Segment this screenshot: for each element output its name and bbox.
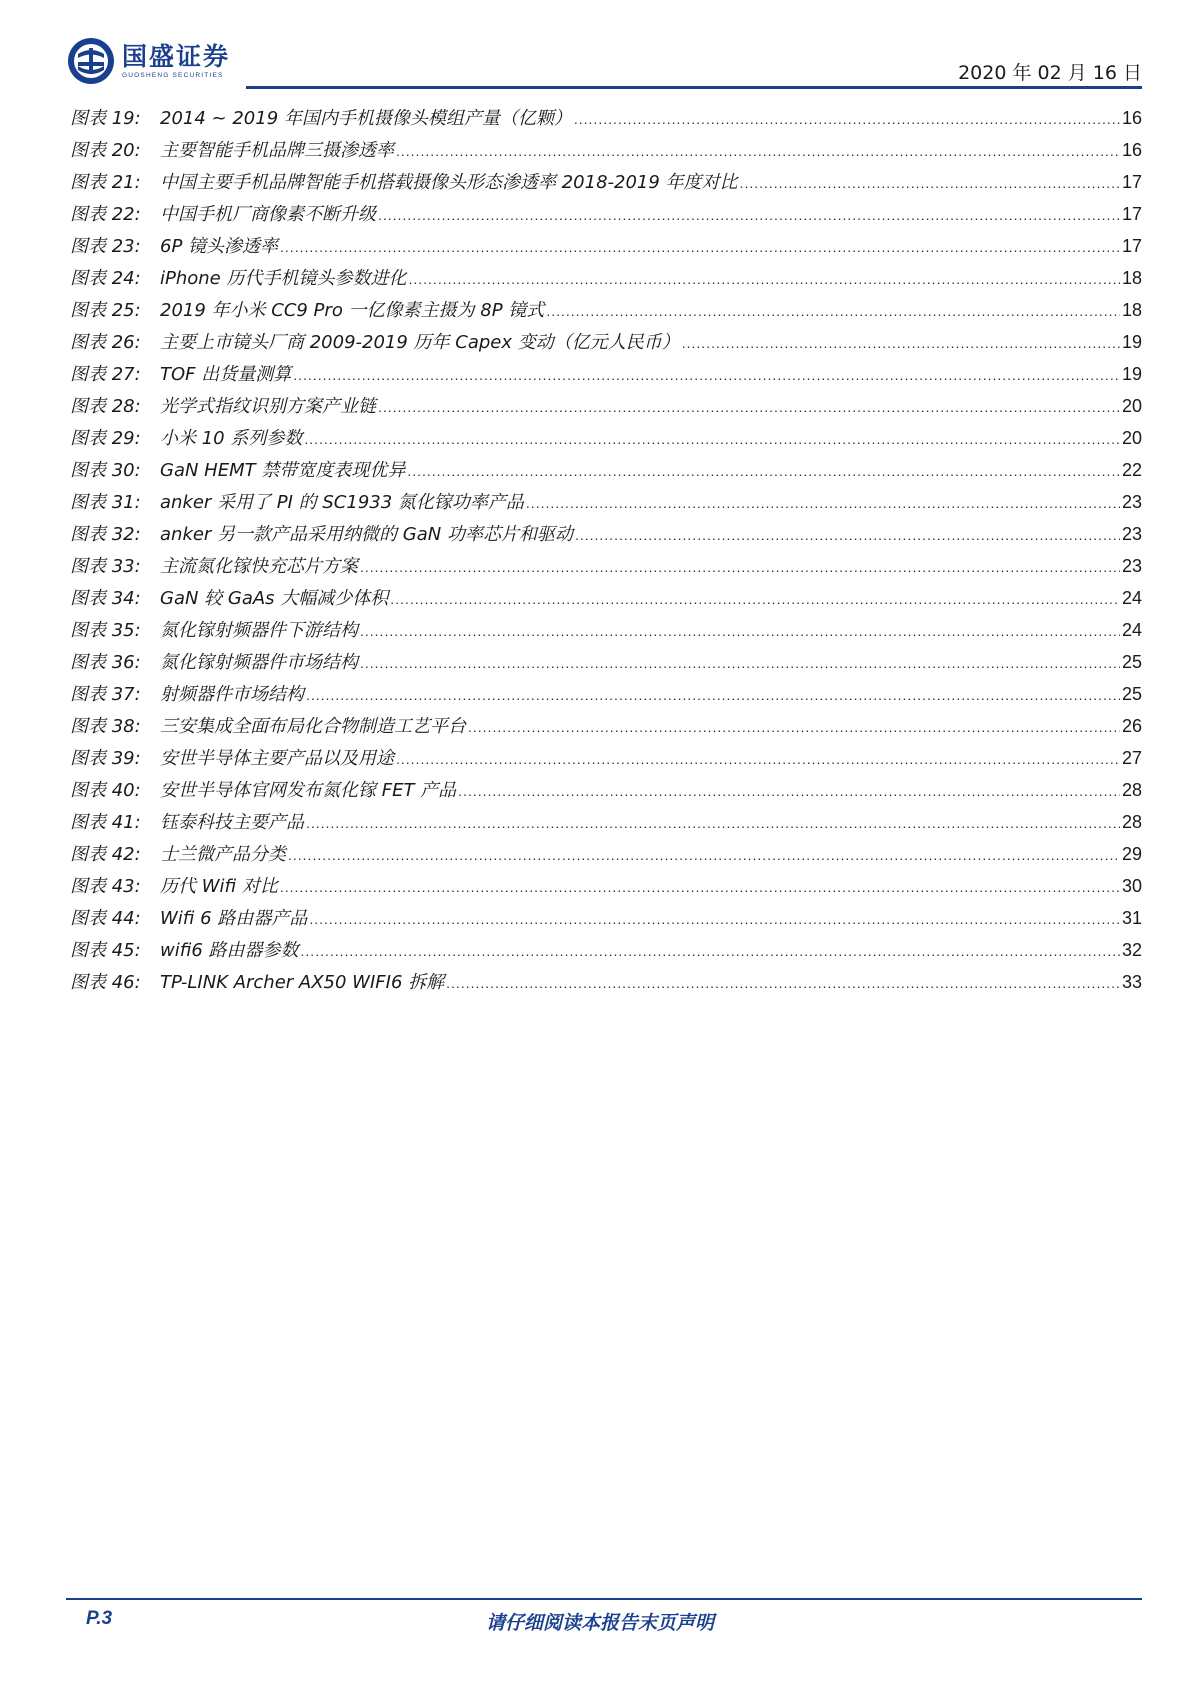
- toc-entry-page: 19: [1121, 332, 1142, 352]
- toc-entry-title: anker 采用了 PI 的 SC1933 氮化镓功率产品: [160, 492, 524, 513]
- toc-entry-title: 主要上市镜头厂商 2009-2019 历年 Capex 变动（亿元人民币）: [160, 332, 680, 353]
- toc-entry-page: 25: [1121, 684, 1142, 704]
- toc-dot-leader: [396, 143, 1120, 159]
- toc-entry[interactable]: [70, 616, 1142, 648]
- toc-entry-page: 22: [1121, 460, 1142, 480]
- toc-dot-leader: [301, 943, 1120, 959]
- toc-entry-title: 安世半导体主要产品以及用途: [160, 748, 394, 769]
- toc-entry-page: 23: [1121, 524, 1142, 544]
- toc-entry-title: anker 另一款产品采用纳微的 GaN 功率芯片和驱动: [160, 524, 573, 545]
- toc-entry-title: GaN 较 GaAs 大幅减少体积: [160, 588, 389, 609]
- toc-entry[interactable]: [70, 520, 1142, 552]
- toc-entry-label: 图表 25:: [70, 300, 141, 321]
- toc-entry-label: 图表 23:: [70, 236, 141, 257]
- toc-entry-page: 19: [1121, 364, 1142, 384]
- toc-entry-title: 主要智能手机品牌三摄渗透率: [160, 140, 394, 161]
- toc-entry-label: 图表 46:: [70, 972, 141, 993]
- toc-dot-leader: [458, 783, 1120, 799]
- toc-entry-page: 16: [1121, 108, 1142, 128]
- toc-entry-title: 6P 镜头渗透率: [160, 236, 279, 257]
- toc-entry[interactable]: [70, 264, 1142, 296]
- toc-entry[interactable]: [70, 840, 1142, 872]
- toc-entry-title: 2014 ~ 2019 年国内手机摄像头模组产量（亿颗）: [160, 108, 572, 129]
- toc-entry-page: 16: [1121, 140, 1142, 160]
- toc-dot-leader: [280, 879, 1120, 895]
- toc-entry-title: iPhone 历代手机镜头参数进化: [160, 268, 407, 289]
- toc-dot-leader: [304, 431, 1120, 447]
- toc-entry-label: 图表 26:: [70, 332, 141, 353]
- toc-entry-page: 33: [1121, 972, 1142, 992]
- toc-entry-page: 24: [1121, 588, 1142, 608]
- toc-dot-leader: [546, 303, 1120, 319]
- toc-entry-label: 图表 30:: [70, 460, 141, 481]
- toc-entry[interactable]: [70, 552, 1142, 584]
- footer-page-number: P.3: [86, 1608, 113, 1629]
- toc-entry[interactable]: [70, 168, 1142, 200]
- toc-dot-leader: [468, 719, 1120, 735]
- toc-entry[interactable]: [70, 776, 1142, 808]
- toc-entry-label: 图表 20:: [70, 140, 141, 161]
- toc-entry[interactable]: [70, 968, 1142, 1000]
- toc-entry[interactable]: [70, 584, 1142, 616]
- toc-entry-label: 图表 41:: [70, 812, 141, 833]
- toc-entry-page: 29: [1121, 844, 1142, 864]
- toc-dot-leader: [360, 559, 1120, 575]
- toc-entry-label: 图表 42:: [70, 844, 141, 865]
- toc-entry-title: TOF 出货量测算: [160, 364, 292, 385]
- toc-dot-leader: [740, 175, 1120, 191]
- toc-entry-label: 图表 35:: [70, 620, 141, 641]
- toc-entry[interactable]: [70, 872, 1142, 904]
- toc-dot-leader: [574, 111, 1120, 127]
- toc-entry-title: GaN HEMT 禁带宽度表现优异: [160, 460, 406, 481]
- toc-entry-label: 图表 19:: [70, 108, 141, 129]
- toc-dot-leader: [360, 623, 1120, 639]
- toc-entry-label: 图表 36:: [70, 652, 141, 673]
- toc-entry-label: 图表 33:: [70, 556, 141, 577]
- figure-table-of-contents: [70, 104, 1142, 1000]
- toc-entry[interactable]: [70, 488, 1142, 520]
- toc-dot-leader: [407, 463, 1120, 479]
- toc-entry[interactable]: [70, 136, 1142, 168]
- toc-entry-label: 图表 37:: [70, 684, 141, 705]
- toc-dot-leader: [396, 751, 1120, 767]
- toc-entry-title: 士兰微产品分类: [160, 844, 286, 865]
- toc-entry-page: 31: [1121, 908, 1142, 928]
- toc-dot-leader: [575, 527, 1120, 543]
- toc-entry-title: 中国主要手机品牌智能手机搭载摄像头形态渗透率 2018-2019 年度对比: [160, 172, 738, 193]
- toc-entry-label: 图表 24:: [70, 268, 141, 289]
- toc-dot-leader: [306, 815, 1120, 831]
- toc-dot-leader: [378, 207, 1120, 223]
- toc-entry-label: 图表 29:: [70, 428, 141, 449]
- toc-entry[interactable]: [70, 200, 1142, 232]
- toc-entry-title: 中国手机厂商像素不断升级: [160, 204, 376, 225]
- toc-dot-leader: [288, 847, 1120, 863]
- toc-entry-page: 20: [1121, 396, 1142, 416]
- toc-entry-page: 28: [1121, 812, 1142, 832]
- toc-entry-page: 30: [1121, 876, 1142, 896]
- toc-entry-label: 图表 21:: [70, 172, 141, 193]
- toc-entry-title: 小米 10 系列参数: [160, 428, 303, 449]
- toc-entry-page: 18: [1121, 268, 1142, 288]
- toc-entry-label: 图表 22:: [70, 204, 141, 225]
- toc-entry-title: 三安集成全面布局化合物制造工艺平台: [160, 716, 466, 737]
- toc-entry-page: 17: [1121, 172, 1142, 192]
- toc-entry-label: 图表 39:: [70, 748, 141, 769]
- toc-dot-leader: [682, 335, 1120, 351]
- toc-entry-title: 历代 Wifi 对比: [160, 876, 278, 897]
- logo-text-en: GUOSHENG SECURITIES: [122, 71, 224, 79]
- toc-entry-title: 光学式指纹识别方案产业链: [160, 396, 376, 417]
- toc-entry[interactable]: [70, 936, 1142, 968]
- toc-entry-label: 图表 40:: [70, 780, 141, 801]
- toc-entry-page: 32: [1121, 940, 1142, 960]
- toc-entry-title: 氮化镓射频器件下游结构: [160, 620, 358, 641]
- toc-entry[interactable]: [70, 392, 1142, 424]
- toc-dot-leader: [293, 367, 1120, 383]
- toc-entry-label: 图表 28:: [70, 396, 141, 417]
- toc-entry-label: 图表 27:: [70, 364, 141, 385]
- toc-dot-leader: [360, 655, 1120, 671]
- toc-entry[interactable]: [70, 680, 1142, 712]
- toc-entry-page: 17: [1121, 236, 1142, 256]
- toc-entry[interactable]: [70, 328, 1142, 360]
- toc-entry-title: wifi6 路由器参数: [160, 940, 299, 961]
- toc-entry-page: 26: [1121, 716, 1142, 736]
- toc-entry-title: 主流氮化镓快充芯片方案: [160, 556, 358, 577]
- toc-entry-page: 25: [1121, 652, 1142, 672]
- toc-entry[interactable]: [70, 232, 1142, 264]
- toc-entry-label: 图表 32:: [70, 524, 141, 545]
- toc-entry-label: 图表 45:: [70, 940, 141, 961]
- toc-entry-page: 24: [1121, 620, 1142, 640]
- toc-entry-label: 图表 31:: [70, 492, 141, 513]
- toc-entry-title: Wifi 6 路由器产品: [160, 908, 308, 929]
- toc-entry-title: 安世半导体官网发布氮化镓 FET 产品: [160, 780, 457, 801]
- toc-entry-page: 28: [1121, 780, 1142, 800]
- toc-dot-leader: [526, 495, 1120, 511]
- report-date: 2020 年 02 月 16 日: [958, 62, 1142, 84]
- toc-entry[interactable]: [70, 424, 1142, 456]
- toc-entry[interactable]: [70, 360, 1142, 392]
- toc-dot-leader: [408, 271, 1119, 287]
- toc-entry-page: 20: [1121, 428, 1142, 448]
- toc-entry-page: 17: [1121, 204, 1142, 224]
- toc-entry[interactable]: [70, 104, 1142, 136]
- header-divider: [246, 86, 1142, 89]
- page-header: [66, 36, 1142, 92]
- toc-dot-leader: [378, 399, 1120, 415]
- footer-disclaimer-note: 请仔细阅读本报告末页声明: [485, 1612, 714, 1634]
- toc-entry-title: 2019 年小米 CC9 Pro 一亿像素主摄为 8P 镜式: [160, 300, 545, 321]
- toc-entry-title: TP-LINK Archer AX50 WIFI6 拆解: [160, 972, 445, 993]
- toc-entry-title: 钰泰科技主要产品: [160, 812, 304, 833]
- toc-entry[interactable]: [70, 712, 1142, 744]
- toc-entry-title: 射频器件市场结构: [160, 684, 304, 705]
- toc-dot-leader: [390, 591, 1120, 607]
- toc-dot-leader: [309, 911, 1120, 927]
- toc-entry-page: 27: [1121, 748, 1142, 768]
- toc-entry-page: 23: [1121, 492, 1142, 512]
- toc-dot-leader: [446, 975, 1120, 991]
- footer-divider: [66, 1598, 1142, 1600]
- toc-entry-label: 图表 44:: [70, 908, 141, 929]
- toc-entry[interactable]: [70, 296, 1142, 328]
- toc-entry-page: 23: [1121, 556, 1142, 576]
- toc-entry[interactable]: [70, 904, 1142, 936]
- toc-entry-page: 18: [1121, 300, 1142, 320]
- toc-dot-leader: [280, 239, 1120, 255]
- toc-entry[interactable]: [70, 648, 1142, 680]
- toc-entry-label: 图表 38:: [70, 716, 141, 737]
- guosheng-logo-icon: [66, 36, 116, 86]
- toc-entry[interactable]: [70, 744, 1142, 776]
- toc-entry-title: 氮化镓射频器件市场结构: [160, 652, 358, 673]
- toc-dot-leader: [306, 687, 1120, 703]
- toc-entry[interactable]: [70, 456, 1142, 488]
- toc-entry-label: 图表 34:: [70, 588, 141, 609]
- toc-entry-label: 图表 43:: [70, 876, 141, 897]
- company-logo: [66, 36, 230, 86]
- logo-text-cn: 国盛证券: [122, 41, 231, 71]
- toc-entry[interactable]: [70, 808, 1142, 840]
